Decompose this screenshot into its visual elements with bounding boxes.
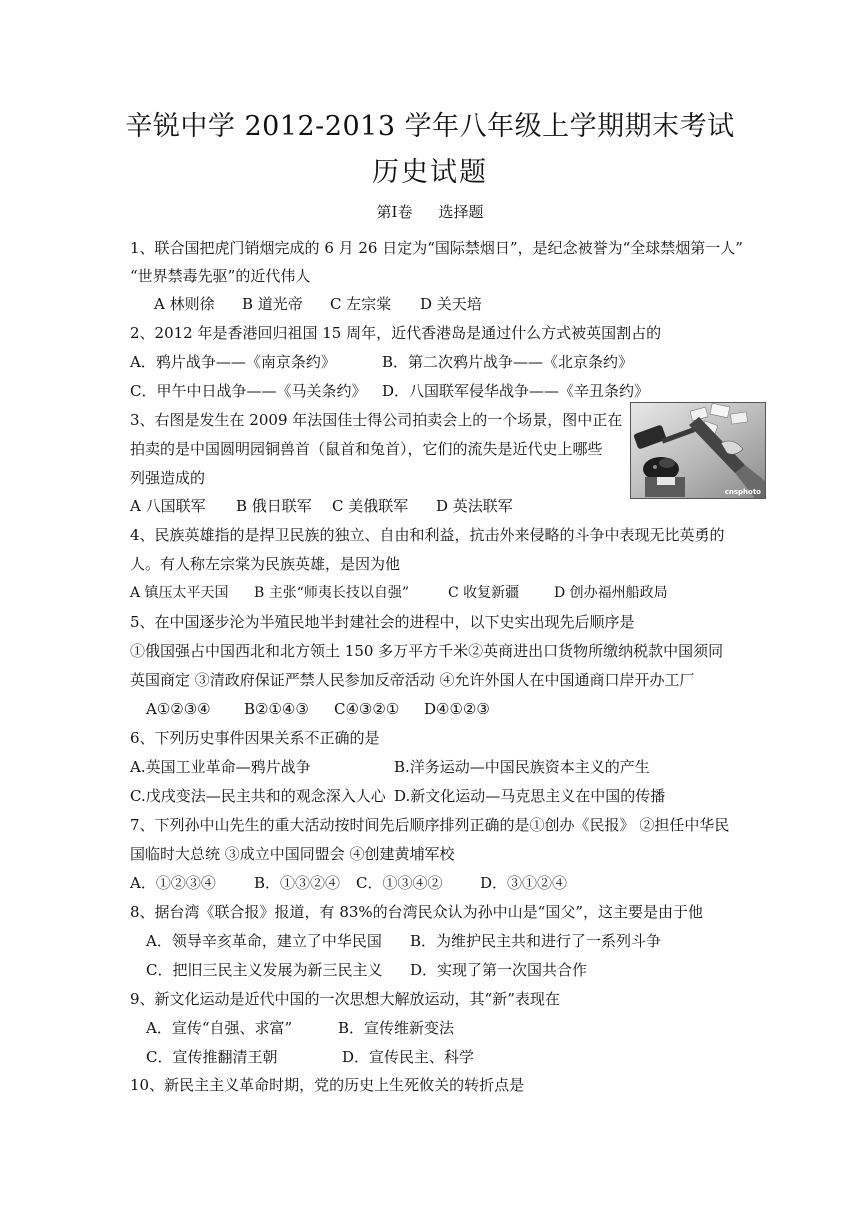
q9-options-row-1 xyxy=(146,1018,454,1038)
q1-stem-line-2: “世界禁毒先驱”的近代伟人 xyxy=(130,267,311,285)
q2-option-a: A．鸦片战争——《南京条约》 xyxy=(130,353,336,371)
q9-option-a: A．宣传“自强、求富” xyxy=(146,1019,293,1037)
q2-option-c: C．甲午中日战争——《马关条约》 xyxy=(130,382,367,400)
q5-option-b: B②①④③ xyxy=(244,700,309,718)
q4-option-d: D 创办福州船政局 xyxy=(554,585,668,601)
q3-stem-line-3: 列强造成的 xyxy=(130,469,206,487)
exam-subtitle: 历史试题 xyxy=(372,157,488,188)
q8-option-a: A．领导辛亥革命，建立了中华民国 xyxy=(146,932,382,950)
q7-options xyxy=(130,873,567,893)
exam-title: 辛锐中学 2012-2013 学年八年级上学期期末考试 xyxy=(125,111,735,142)
q7-stem-line-1: 7、下列孙中山先生的重大活动按时间先后顺序排列正确的是①创办《民报》 ②担任中华民 xyxy=(130,816,730,834)
q5-option-a: A①②③④ xyxy=(146,700,211,718)
auction-photo xyxy=(630,402,766,499)
q3-option-c: C 美俄联军 xyxy=(332,497,409,515)
q8-option-b: B．为维护民主共和进行了一系列斗争 xyxy=(410,932,662,950)
q1-stem-line-1: 1、联合国把虎门销烟完成的 6 月 26 日定为“国际禁烟日”，是纪念被誉为“全球禁烟第一人” xyxy=(130,239,743,257)
section-heading xyxy=(0,202,860,222)
q3-option-a: A 八国联军 xyxy=(130,497,206,515)
q3-stem-line-2: 拍卖的是中国圆明园铜兽首（鼠首和兔首），它们的流失是近代史上哪些 xyxy=(130,440,603,458)
q4-stem-line-1: 4、民族英雄指的是捍卫民族的独立、自由和利益，抗击外来侵略的斗争中表现无比英勇的 xyxy=(130,526,725,544)
q4-stem-line-2: 人。有人称左宗棠为民族英雄，是因为他 xyxy=(130,555,401,573)
q1-options xyxy=(154,294,482,314)
q6-options-row-2 xyxy=(130,786,665,806)
q1-option-c: C 左宗棠 xyxy=(330,295,392,313)
q1-option-a: A 林则徐 xyxy=(154,295,215,313)
q10-stem: 10、新民主主义革命时期，党的历史上生死攸关的转折点是 xyxy=(130,1076,525,1094)
q5-stem-line-3: 英国商定 ③清政府保证严禁人民参加反帝活动 ④允许外国人在中国通商口岸开办工厂 xyxy=(130,671,695,689)
q8-options-row-1 xyxy=(146,931,661,951)
q2-options-row-2 xyxy=(130,381,649,401)
q3-option-d: D 英法联军 xyxy=(436,497,513,515)
q7-option-d: D．③①②④ xyxy=(480,874,568,892)
q9-stem: 9、新文化运动是近代中国的一次思想大解放运动，其“新”表现在 xyxy=(130,990,560,1008)
auction-scene-illustration xyxy=(631,403,765,498)
q2-stem: 2、2012 年是香港回归祖国 15 周年，近代香港岛是通过什么方式被英国割占的 xyxy=(130,324,662,342)
q8-option-c: C．把旧三民主义发展为新三民主义 xyxy=(146,961,383,979)
q9-option-d: D．宣传民主、科学 xyxy=(342,1048,475,1066)
q4-option-c: C 收复新疆 xyxy=(448,585,520,601)
q6-stem: 6、下列历史事件因果关系不正确的是 xyxy=(130,729,380,747)
q6-option-b: B.洋务运动—中国民族资本主义的产生 xyxy=(394,758,650,776)
q2-option-d: D．八国联军侵华战争——《辛丑条约》 xyxy=(382,382,650,400)
photo-watermark: cnsphoto xyxy=(724,488,761,496)
q5-option-d: D④①②③ xyxy=(424,700,490,718)
q9-option-b: B．宣传维新变法 xyxy=(338,1019,455,1037)
q7-option-a: A．①②③④ xyxy=(130,874,216,892)
q8-stem: 8、据台湾《联合报》报道，有 83%的台湾民众认为孙中山是“国父”，这主要是由于他 xyxy=(130,903,703,921)
q3-options xyxy=(130,496,513,516)
q9-option-c: C．宣传推翻清王朝 xyxy=(146,1048,278,1066)
q1-option-d: D 关天培 xyxy=(420,295,482,313)
q1-option-b: B 道光帝 xyxy=(242,295,303,313)
q4-option-a: A 镇压太平天国 xyxy=(130,585,229,601)
section-number: 第Ⅰ卷 xyxy=(376,203,413,221)
q2-option-b: B．第二次鸦片战争——《北京条约》 xyxy=(382,353,634,371)
q6-option-a: A.英国工业革命—鸦片战争 xyxy=(130,758,311,776)
q7-option-c: C．①③④② xyxy=(356,874,443,892)
q9-options-row-2 xyxy=(146,1047,474,1067)
q5-options xyxy=(146,699,490,719)
q8-option-d: D．实现了第一次国共合作 xyxy=(410,961,588,979)
q5-stem-line-2: ①俄国强占中国西北和北方领土 150 多万平方千米②英商进出口货物所缴纳税款中国须同 xyxy=(130,642,724,660)
q5-stem-line-1: 5、在中国逐步沦为半殖民地半封建社会的进程中，以下史实出现先后顺序是 xyxy=(130,613,635,631)
q2-options-row-1 xyxy=(130,352,633,372)
q6-option-c: C.戊戌变法—民主共和的观念深入人心 xyxy=(130,787,386,805)
section-name: 选择题 xyxy=(438,203,484,221)
q7-option-b: B．①③②④ xyxy=(254,874,341,892)
q4-option-b: B 主张“师夷长技以自强” xyxy=(254,585,410,601)
q4-options xyxy=(130,583,668,603)
q7-stem-line-2: 国临时大总统 ③成立中国同盟会 ④创建黄埔军校 xyxy=(130,845,455,863)
q8-options-row-2 xyxy=(146,960,587,980)
q5-option-c: C④③②① xyxy=(334,700,400,718)
q6-options-row-1 xyxy=(130,757,650,777)
q6-option-d: D.新文化运动—马克思主义在中国的传播 xyxy=(394,787,666,805)
q3-option-b: B 俄日联军 xyxy=(236,497,312,515)
q3-stem-line-1: 3、右图是发生在 2009 年法国佳士得公司拍卖会上的一个场景，图中正在 xyxy=(130,411,623,429)
